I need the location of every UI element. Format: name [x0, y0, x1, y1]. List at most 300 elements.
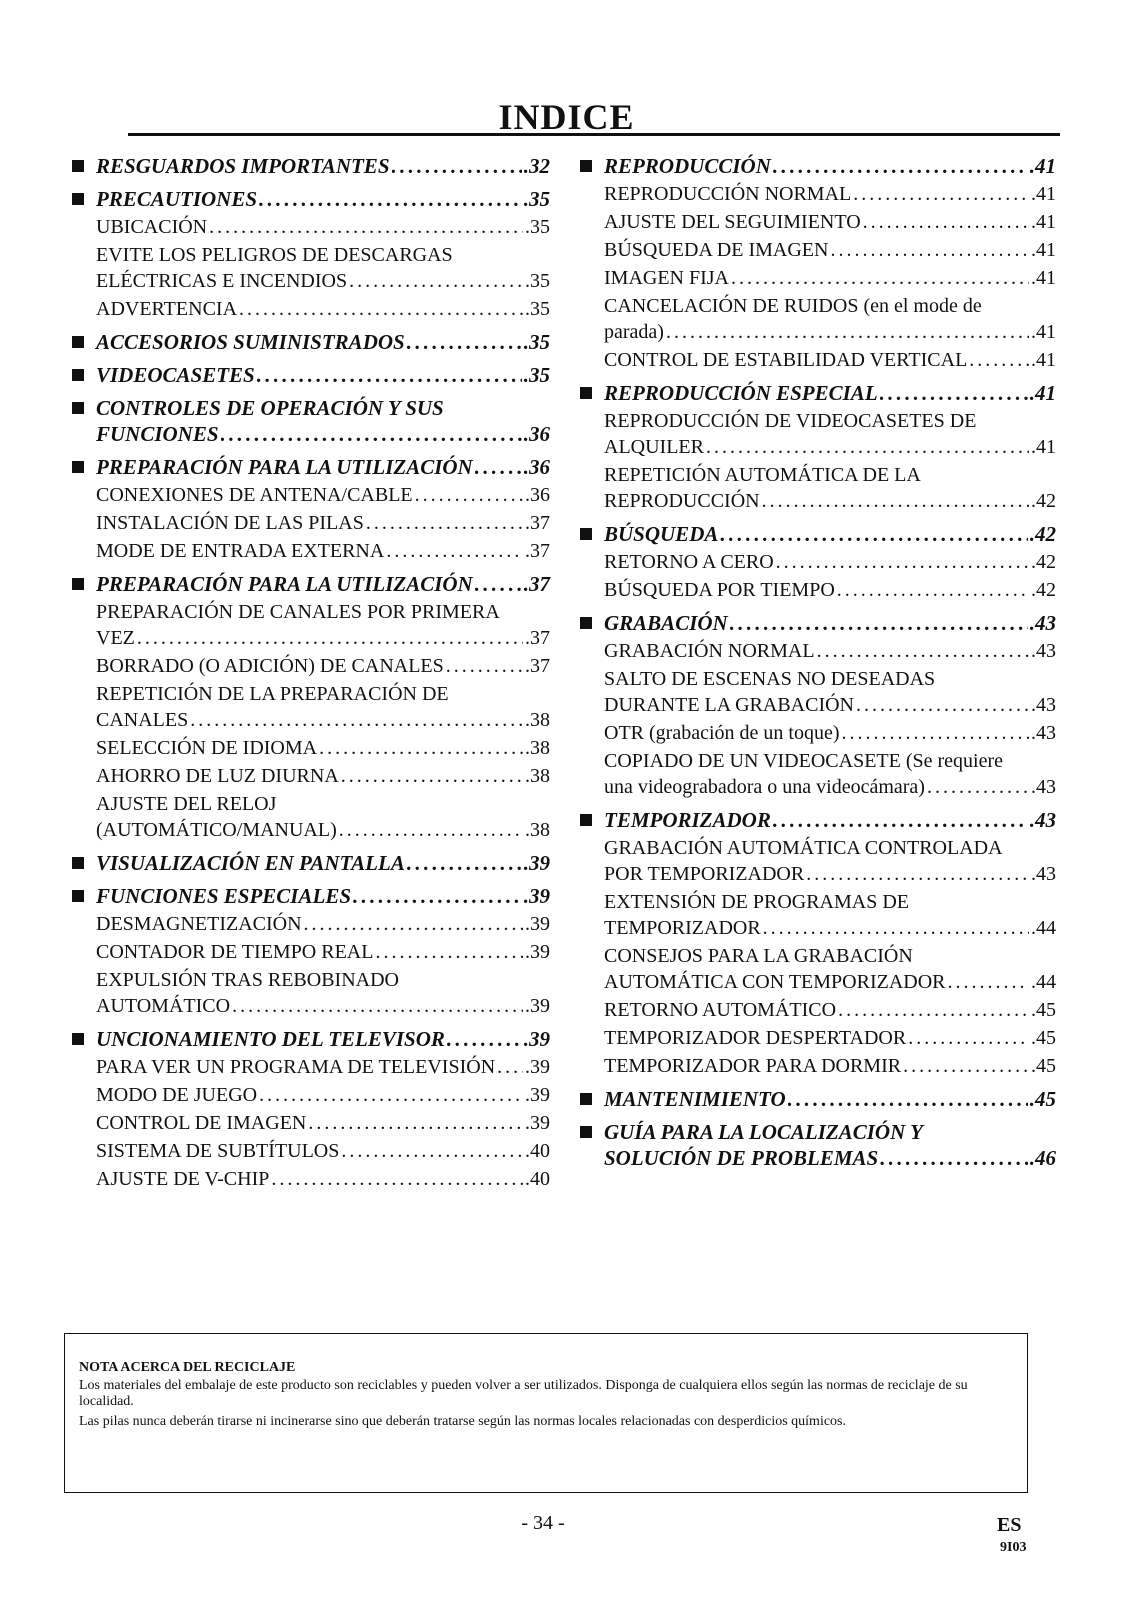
page-ref: .41 — [1031, 211, 1056, 233]
entry-line — [604, 237, 1056, 263]
dot-leader — [903, 1053, 1029, 1079]
entry-text: PREPARACIÓN DE CANALES POR PRIMERA — [96, 601, 500, 623]
toc-entry — [96, 599, 550, 651]
entry-line — [96, 817, 550, 843]
entry-text: COPIADO DE UN VIDEOCASETE (Se requiere — [604, 750, 1004, 772]
square-bullet-icon — [72, 857, 84, 869]
dot-leader — [776, 549, 1029, 575]
dot-leader — [190, 707, 523, 733]
note-paragraph: Los materiales del embalaje de este producto son reciclables y pueden volver a ser utilizados. Disponga de cualquiera ellos según las normas de reciclaje de su localidad. — [79, 1378, 968, 1409]
page-ref: .35 — [523, 330, 550, 354]
toc-entry — [96, 214, 550, 240]
dot-leader — [447, 1026, 522, 1052]
toc-section-heading — [70, 362, 550, 388]
dot-leader — [353, 883, 522, 909]
heading-line — [96, 186, 550, 212]
toc-entry — [604, 1025, 1056, 1051]
page-ref: .41 — [1031, 239, 1056, 261]
toc-section — [578, 1086, 1056, 1112]
entry-text: AUTOMÁTICO — [96, 995, 231, 1017]
toc-items — [70, 1054, 550, 1192]
dot-leader — [446, 653, 523, 679]
entry-line — [604, 861, 1056, 887]
entry-text: POR TEMPORIZADOR — [604, 863, 805, 885]
page-ref: .39 — [525, 913, 550, 935]
page-ref: .41 — [1029, 154, 1056, 178]
toc-section — [70, 395, 550, 447]
toc-entry — [604, 347, 1056, 373]
dot-leader — [308, 1110, 523, 1136]
toc-entry — [96, 482, 550, 508]
toc-entry — [96, 653, 550, 679]
entry-text: ELÉCTRICAS E INCENDIOS — [96, 270, 348, 292]
toc-entry — [96, 967, 550, 1019]
entry-text: CANCELACIÓN DE RUIDOS (en el mode de — [604, 295, 982, 317]
toc-section-heading — [578, 610, 1056, 636]
page-ref: .43 — [1031, 863, 1056, 885]
dot-leader — [773, 153, 1028, 179]
toc-entry — [604, 748, 1056, 800]
toc-entry — [604, 209, 1056, 235]
page-ref: .43 — [1031, 776, 1056, 798]
dot-leader — [392, 153, 522, 179]
toc-entry — [604, 265, 1056, 291]
entry-text: RETORNO A CERO — [604, 551, 774, 573]
dot-leader — [341, 763, 523, 789]
square-bullet-icon — [580, 160, 592, 172]
heading-text: REPRODUCCIÓN ESPECIAL — [604, 381, 878, 405]
page-ref: .36 — [523, 455, 550, 479]
page-ref: .35 — [525, 298, 550, 320]
toc-entry — [604, 408, 1056, 460]
dot-leader — [666, 319, 1029, 345]
toc-section — [70, 329, 550, 355]
page-ref: .35 — [525, 216, 550, 238]
heading-line — [604, 521, 1056, 547]
heading-text: PREPARACIÓN PARA LA UTILIZACIÓN — [96, 572, 473, 596]
heading-text: TEMPORIZADOR — [604, 808, 771, 832]
entry-line — [604, 915, 1056, 941]
heading-line — [96, 850, 550, 876]
toc-section-heading — [578, 807, 1056, 833]
heading-text: PRECAUTIONES — [96, 187, 258, 211]
entry-text: REPETICIÓN DE LA PREPARACIÓN DE — [96, 683, 449, 705]
toc-section — [578, 807, 1056, 1079]
entry-text: DURANTE LA GRABACIÓN — [604, 694, 854, 716]
dot-leader — [221, 421, 522, 447]
dot-leader — [706, 434, 1029, 460]
page-ref: .41 — [1031, 267, 1056, 289]
dot-leader — [762, 488, 1029, 514]
toc-section-heading — [70, 850, 550, 876]
dot-leader — [232, 993, 523, 1019]
dot-leader — [730, 610, 1028, 636]
entry-line — [604, 692, 1056, 718]
entry-text: AJUSTE DEL RELOJ — [96, 793, 277, 815]
toc-entry — [96, 735, 550, 761]
toc-entry — [96, 510, 550, 536]
toc-entry — [96, 681, 550, 733]
dot-leader — [341, 1138, 523, 1164]
toc-entry — [604, 638, 1056, 664]
toc-section — [578, 610, 1056, 800]
dot-leader — [856, 692, 1029, 718]
entry-line — [96, 625, 550, 651]
heading-line — [96, 883, 550, 909]
heading-text: REPRODUCCIÓN — [604, 154, 771, 178]
entry-line — [604, 549, 1056, 575]
heading-text: VISUALIZACIÓN EN PANTALLA — [96, 851, 405, 875]
entry-text: GRABACIÓN AUTOMÁTICA CONTROLADA — [604, 837, 1003, 859]
dot-leader — [349, 268, 523, 294]
entry-text: EVITE LOS PELIGROS DE DESCARGAS — [96, 244, 453, 266]
entry-text: CONEXIONES DE ANTENA/CABLE — [96, 484, 413, 506]
toc-section-heading — [578, 1119, 1056, 1171]
heading-line — [96, 421, 550, 447]
dot-leader — [763, 915, 1029, 941]
page-ref: .36 — [525, 484, 550, 506]
entry-text: EXTENSIÓN DE PROGRAMAS DE — [604, 891, 910, 913]
page-ref: .42 — [1031, 551, 1056, 573]
dot-leader — [375, 939, 523, 965]
entry-line — [604, 577, 1056, 603]
square-bullet-icon — [580, 1093, 592, 1105]
entry-line — [604, 434, 1056, 460]
entry-text: MODE DE ENTRADA EXTERNA — [96, 540, 385, 562]
dot-leader — [969, 347, 1029, 373]
entry-line — [96, 296, 550, 322]
dot-leader — [407, 329, 522, 355]
dot-leader — [841, 720, 1029, 746]
entry-line — [604, 720, 1056, 746]
entry-text: VEZ — [96, 627, 135, 649]
dot-leader — [407, 850, 522, 876]
toc-section-heading — [70, 571, 550, 597]
toc-entry — [604, 237, 1056, 263]
page-ref: .35 — [525, 270, 550, 292]
dot-leader — [475, 454, 522, 480]
toc-items — [578, 181, 1056, 373]
square-bullet-icon — [72, 1033, 84, 1045]
toc-section — [70, 571, 550, 843]
page-ref: .39 — [525, 995, 550, 1017]
page-ref: .39 — [525, 1112, 550, 1134]
page-ref: .43 — [1031, 722, 1056, 744]
page-ref: .45 — [1031, 1055, 1056, 1077]
title-rule — [128, 133, 1060, 136]
dot-leader — [304, 911, 523, 937]
page-ref: .41 — [1031, 349, 1056, 371]
dot-leader — [773, 807, 1028, 833]
entry-text: parada) — [604, 321, 664, 343]
entry-text: AJUSTE DE V-CHIP — [96, 1168, 270, 1190]
dot-leader — [366, 510, 523, 536]
toc-entry — [604, 549, 1056, 575]
dot-leader — [209, 214, 523, 240]
toc-entry — [96, 1082, 550, 1108]
entry-line — [96, 993, 550, 1019]
heading-line — [604, 1086, 1056, 1112]
page-ref: .42 — [1031, 490, 1056, 512]
heading-line — [604, 807, 1056, 833]
toc-section — [70, 153, 550, 179]
entry-line — [604, 319, 1056, 345]
page-ref: .39 — [525, 941, 550, 963]
toc-section — [70, 454, 550, 564]
entry-text: OTR (grabación de un toque) — [604, 722, 840, 744]
entry-line — [604, 774, 1056, 800]
entry-text: CONTADOR DE TIEMPO REAL — [96, 941, 374, 963]
entry-text: REPRODUCCIÓN NORMAL — [604, 183, 852, 205]
page-ref: .37 — [525, 512, 550, 534]
page-ref: .38 — [525, 709, 550, 731]
entry-text: PARA VER UN PROGRAMA DE TELEVISIÓN — [96, 1056, 496, 1078]
toc-left-column — [70, 153, 550, 1199]
toc-entry — [604, 462, 1056, 514]
toc-section-heading — [578, 153, 1056, 179]
page-ref: .35 — [523, 363, 550, 387]
page-ref: .43 — [1029, 808, 1056, 832]
toc-items — [70, 911, 550, 1019]
language-code: ES — [997, 1514, 1022, 1536]
entry-text: ADVERTENCIA — [96, 298, 238, 320]
entry-line — [604, 488, 1056, 514]
note-title: NOTA ACERCA DEL RECICLAJE — [79, 1360, 296, 1375]
square-bullet-icon — [72, 160, 84, 172]
square-bullet-icon — [580, 617, 592, 629]
dot-leader — [838, 997, 1029, 1023]
dot-leader — [271, 1166, 523, 1192]
toc-section-heading — [70, 883, 550, 909]
heading-line — [604, 153, 1056, 179]
entry-line — [96, 653, 550, 679]
toc-section — [578, 521, 1056, 603]
page-ref: .37 — [523, 572, 550, 596]
toc-right-column — [578, 153, 1056, 1178]
heading-line — [604, 380, 1056, 406]
entry-text: BÚSQUEDA POR TIEMPO — [604, 579, 835, 601]
dot-leader — [830, 237, 1029, 263]
entry-text: RETORNO AUTOMÁTICO — [604, 999, 837, 1021]
entry-text: CONTROL DE IMAGEN — [96, 1112, 307, 1134]
heading-line — [96, 362, 550, 388]
page-ref: .35 — [523, 187, 550, 211]
toc-section-heading — [578, 380, 1056, 406]
heading-text: BÚSQUEDA — [604, 522, 719, 546]
entry-line — [604, 1025, 1056, 1051]
square-bullet-icon — [72, 578, 84, 590]
entry-line — [604, 209, 1056, 235]
entry-text: SELECCIÓN DE IDIOMA — [96, 737, 318, 759]
toc-section-heading — [578, 1086, 1056, 1112]
entry-line — [96, 763, 550, 789]
entry-text: CONTROL DE ESTABILIDAD VERTICAL — [604, 349, 968, 371]
toc-section — [70, 186, 550, 322]
toc-entry — [604, 181, 1056, 207]
page-ref: .37 — [525, 655, 550, 677]
heading-text: VIDEOCASETES — [96, 363, 255, 387]
page-ref: .41 — [1031, 436, 1056, 458]
entry-line — [604, 181, 1056, 207]
entry-line — [96, 1082, 550, 1108]
heading-text: RESGUARDOS IMPORTANTES — [96, 154, 390, 178]
entry-text: ALQUILER — [604, 436, 704, 458]
toc-section-heading — [70, 1026, 550, 1052]
toc-entry — [96, 1138, 550, 1164]
dot-leader — [948, 969, 1029, 995]
heading-text: PREPARACIÓN PARA LA UTILIZACIÓN — [96, 455, 473, 479]
page-ref: .37 — [525, 540, 550, 562]
toc-entry — [604, 835, 1056, 887]
toc-section-heading — [70, 186, 550, 212]
toc-entry — [96, 763, 550, 789]
page-ref: .39 — [525, 1084, 550, 1106]
toc-entry — [604, 997, 1056, 1023]
toc-entry — [96, 538, 550, 564]
entry-text: BORRADO (O ADICIÓN) DE CANALES — [96, 655, 444, 677]
dot-leader — [853, 181, 1029, 207]
entry-line — [604, 265, 1056, 291]
toc-section-heading — [70, 153, 550, 179]
toc-section-heading — [578, 521, 1056, 547]
toc-entry — [96, 791, 550, 843]
entry-line — [96, 1054, 550, 1080]
toc-items — [70, 482, 550, 564]
entry-line — [604, 638, 1056, 664]
entry-line — [96, 1166, 550, 1192]
page-ref: .39 — [523, 851, 550, 875]
heading-line — [96, 454, 550, 480]
dot-leader — [927, 774, 1029, 800]
entry-text: MODO DE JUEGO — [96, 1084, 258, 1106]
toc-items — [578, 638, 1056, 800]
page-ref: .42 — [1031, 579, 1056, 601]
toc-entry — [604, 577, 1056, 603]
toc-entry — [96, 939, 550, 965]
dot-leader — [475, 571, 522, 597]
heading-text: SOLUCIÓN DE PROBLEMAS — [604, 1146, 879, 1170]
entry-line — [604, 347, 1056, 373]
dot-leader — [239, 296, 523, 322]
heading-line — [96, 571, 550, 597]
dot-leader — [259, 186, 522, 212]
page-ref: .41 — [1031, 321, 1056, 343]
dot-leader — [319, 735, 523, 761]
page-ref: .39 — [523, 884, 550, 908]
page-ref: .43 — [1031, 694, 1056, 716]
dot-leader — [137, 625, 523, 651]
entry-text: DESMAGNETIZACIÓN — [96, 913, 302, 935]
entry-line — [604, 969, 1056, 995]
entry-text: IMAGEN FIJA — [604, 267, 729, 289]
toc-entry — [96, 1110, 550, 1136]
dot-leader — [497, 1054, 523, 1080]
toc-items — [578, 549, 1056, 603]
toc-entry — [604, 720, 1056, 746]
heading-text: FUNCIONES — [96, 422, 219, 446]
toc-section — [70, 883, 550, 1019]
dot-leader — [880, 380, 1028, 406]
entry-text: REPRODUCCIÓN — [604, 490, 760, 512]
dot-leader — [386, 538, 523, 564]
page-ref: .36 — [523, 422, 550, 446]
page-ref: .45 — [1029, 1087, 1056, 1111]
toc-entry — [96, 1054, 550, 1080]
toc-entry — [96, 1166, 550, 1192]
dot-leader — [257, 362, 522, 388]
toc-entry — [96, 911, 550, 937]
page-ref: .45 — [1031, 1027, 1056, 1049]
heading-line — [96, 1026, 550, 1052]
page-ref: .38 — [525, 819, 550, 841]
heading-text: UNCIONAMIENTO DEL TELEVISOR — [96, 1027, 445, 1051]
entry-text: TEMPORIZADOR PARA DORMIR — [604, 1055, 902, 1077]
dot-leader — [863, 209, 1029, 235]
recycling-note-box — [64, 1333, 1028, 1493]
entry-line — [96, 707, 550, 733]
square-bullet-icon — [580, 387, 592, 399]
toc-entry — [604, 666, 1056, 718]
square-bullet-icon — [72, 369, 84, 381]
entry-text: AJUSTE DEL SEGUIMIENTO — [604, 211, 861, 233]
toc-items — [578, 835, 1056, 1079]
heading-text: FUNCIONES ESPECIALES — [96, 884, 352, 908]
page-ref: .39 — [523, 1027, 550, 1051]
entry-text: INSTALACIÓN DE LAS PILAS — [96, 512, 364, 534]
entry-line — [96, 911, 550, 937]
toc-section — [578, 380, 1056, 514]
toc-section — [70, 362, 550, 388]
heading-line — [96, 329, 550, 355]
toc-section-heading — [70, 395, 550, 447]
heading-line — [604, 1145, 1056, 1171]
toc-items — [70, 214, 550, 322]
heading-text: MANTENIMIENTO — [604, 1087, 786, 1111]
page-ref: .39 — [525, 1056, 550, 1078]
dot-leader — [731, 265, 1029, 291]
dot-leader — [720, 521, 1027, 547]
toc-section — [70, 1026, 550, 1192]
page-number: - 34 - — [521, 1512, 565, 1534]
square-bullet-icon — [580, 1126, 592, 1138]
page-ref: .46 — [1029, 1146, 1056, 1170]
page-title: INDICE — [498, 97, 635, 137]
page-ref: .45 — [1031, 999, 1056, 1021]
entry-text: CONSEJOS PARA LA GRABACIÓN — [604, 945, 913, 967]
toc-section — [578, 153, 1056, 373]
model-code: 9I03 — [1000, 1540, 1027, 1555]
entry-text: SISTEMA DE SUBTÍTULOS — [96, 1140, 340, 1162]
entry-text: AHORRO DE LUZ DIURNA — [96, 765, 339, 787]
heading-text: CONTROLES DE OPERACIÓN Y SUS — [96, 396, 444, 420]
square-bullet-icon — [72, 193, 84, 205]
entry-line — [604, 1053, 1056, 1079]
toc-section — [578, 1119, 1056, 1171]
dot-leader — [259, 1082, 523, 1108]
toc-entry — [96, 242, 550, 294]
toc-items — [578, 408, 1056, 514]
entry-text: EXPULSIÓN TRAS REBOBINADO — [96, 969, 399, 991]
entry-text: AUTOMÁTICA CON TEMPORIZADOR — [604, 971, 946, 993]
page-ref: .41 — [1031, 183, 1056, 205]
entry-text: SALTO DE ESCENAS NO DESEADAS — [604, 668, 936, 690]
entry-text: CANALES — [96, 709, 189, 731]
entry-line — [96, 510, 550, 536]
square-bullet-icon — [72, 402, 84, 414]
page-ref: .38 — [525, 765, 550, 787]
page-ref: .40 — [525, 1140, 550, 1162]
entry-text: REPETICIÓN AUTOMÁTICA DE LA — [604, 464, 921, 486]
